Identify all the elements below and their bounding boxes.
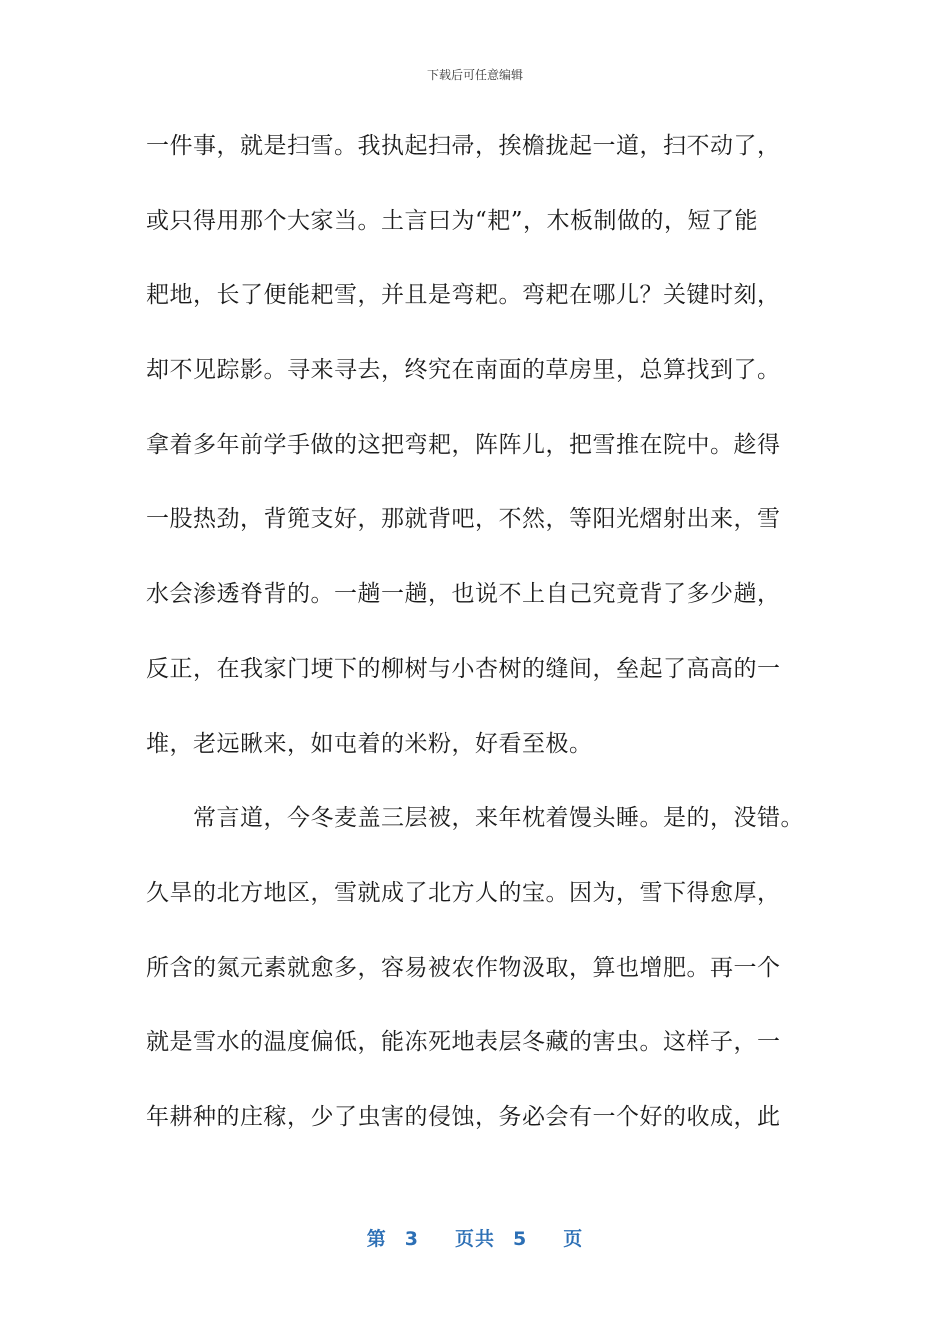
text-line: 就是雪水的温度偏低，能冻死地表层冬藏的害虫。这样子，一: [146, 1029, 781, 1056]
footer-prefix: 第: [366, 1228, 387, 1250]
page-header: 下载后可任意编辑: [426, 68, 523, 82]
footer-suffix: 页: [563, 1228, 584, 1250]
current-page-number: 3: [404, 1228, 419, 1250]
text-line: 一股热劲，背篼支好，那就背吧，不然，等阳光熠射出来，雪: [146, 506, 781, 533]
document-body: [146, 128, 826, 1174]
text-line: 所含的氮元素就愈多，容易被农作物汲取，算也增肥。再一个: [146, 954, 781, 981]
text-line: 拿着多年前学手做的这把弯耙，阵阵儿，把雪推在院中。趁得: [146, 431, 781, 458]
page-footer: [0, 1224, 950, 1251]
text-line: 堆，老远瞅来，如屯着的米粉，好看至极。: [146, 730, 593, 757]
text-line: 却不见踪影。寻来寻去，终究在南面的草房里，总算找到了。: [146, 357, 781, 384]
paragraph-start-line: 常言道，今冬麦盖三层被，来年枕着馒头睡。是的，没错。: [193, 805, 804, 832]
text-line: 久旱的北方地区，雪就成了北方人的宝。因为，雪下得愈厚，: [146, 879, 781, 906]
text-line: 年耕种的庄稼，少了虫害的侵蚀，务必会有一个好的收成，此: [146, 1103, 781, 1130]
text-line: 水会渗透脊背的。一趟一趟，也说不上自己究竟背了多少趟，: [146, 581, 781, 608]
text-line: 反正，在我家门埂下的柳树与小杏树的缝间，垒起了高高的一: [146, 655, 781, 682]
footer-middle: 页共: [454, 1228, 495, 1250]
text-line: 或只得用那个大家当。土言曰为“耙”，木板制做的，短了能: [146, 207, 759, 234]
total-pages-number: 5: [513, 1228, 528, 1250]
text-line: 一件事，就是扫雪。我执起扫帚，挨檐拢起一道，扫不动了，: [146, 133, 781, 159]
text-line: 耙地，长了便能耙雪，并且是弯耙。弯耙在哪儿？关键时刻，: [146, 282, 781, 309]
